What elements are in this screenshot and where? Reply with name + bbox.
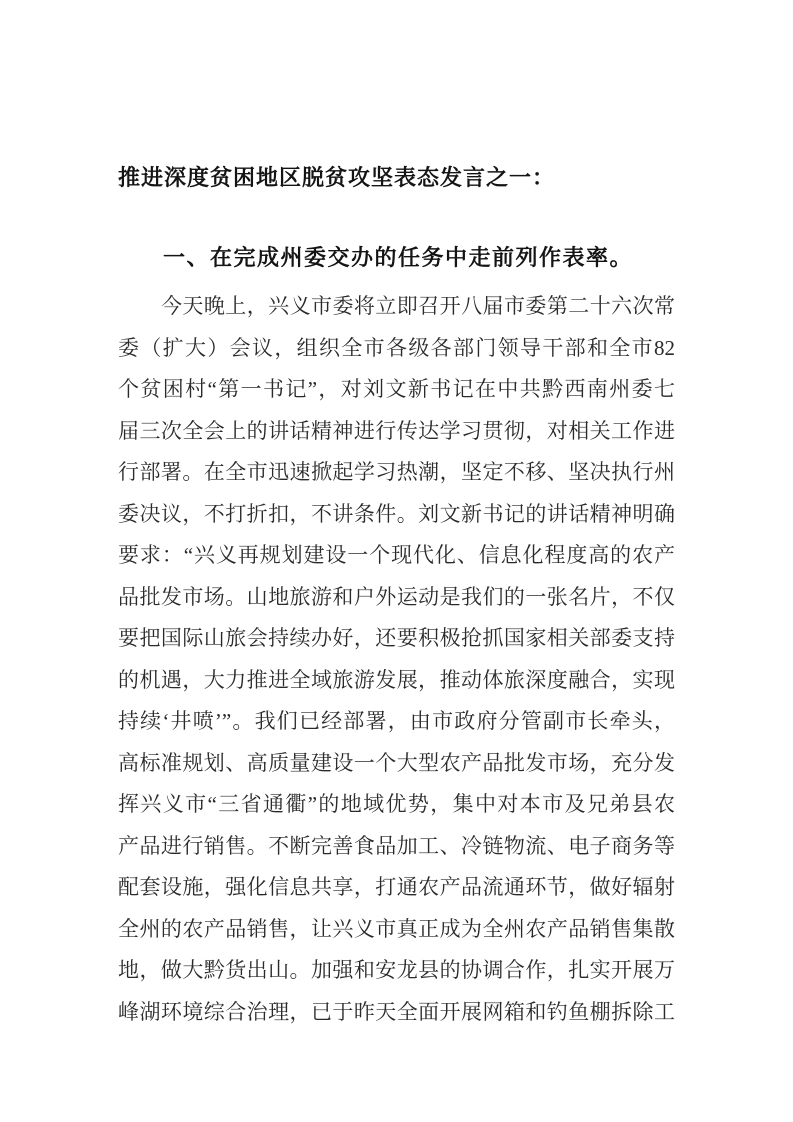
body-line: 届三次全会上的讲话精神进行传达学习贯彻，对相关工作进: [118, 418, 675, 443]
body-line: 全州的农产品销售，让兴义市真正成为全州农产品销售集散: [118, 916, 675, 941]
body-line: 挥兴义市“三省通衢”的地域优势，集中对本市及兄弟县农: [118, 792, 675, 816]
body-line: 配套设施，强化信息共享，打通农产品流通环节，做好辐射: [118, 875, 675, 899]
document-title: 推进深度贫困地区脱贫攻坚表态发言之一：: [118, 165, 556, 190]
section-heading: 一、在完成州委交办的任务中走前列作表率。: [163, 245, 634, 270]
body-line: 委决议，不打折扣，不讲条件。刘文新书记的讲话精神明确: [118, 501, 675, 526]
body-line: 品批发市场。山地旅游和户外运动是我们的一张名片，不仅: [118, 584, 675, 609]
body-line: 地，做大黔货出山。加强和安龙县的协调合作，扎实开展万: [118, 958, 675, 982]
body-paragraph: [118, 286, 675, 1033]
body-line: 要求：“兴义再规划建设一个现代化、信息化程度高的农产: [118, 543, 675, 567]
body-line: 行部署。在全市迅速掀起学习热潮，坚定不移、坚决执行州: [118, 460, 675, 484]
body-line: 委（扩大）会议，组织全市各级各部门领导干部和全市82: [118, 335, 675, 360]
body-line: 产品进行销售。不断完善食品加工、冷链物流、电子商务等: [118, 833, 675, 858]
body-line: 个贫困村“第一书记”，对刘文新书记在中共黔西南州委七: [118, 377, 675, 401]
body-line: 今天晚上，兴义市委将立即召开八届市委第二十六次常: [161, 294, 675, 318]
body-line: 峰湖环境综合治理，已于昨天全面开展网箱和钓鱼棚拆除工: [118, 999, 675, 1024]
body-line: 的机遇，大力推进全域旅游发展，推动体旅深度融合，实现: [118, 667, 675, 692]
body-line: 要把国际山旅会持续办好，还要积极抢抓国家相关部委支持: [118, 626, 675, 650]
body-line: 高标准规划、高质量建设一个大型农产品批发市场，充分发: [118, 750, 675, 775]
body-line: 持续‘井喷’”。我们已经部署，由市政府分管副市长牵头，: [118, 709, 675, 733]
